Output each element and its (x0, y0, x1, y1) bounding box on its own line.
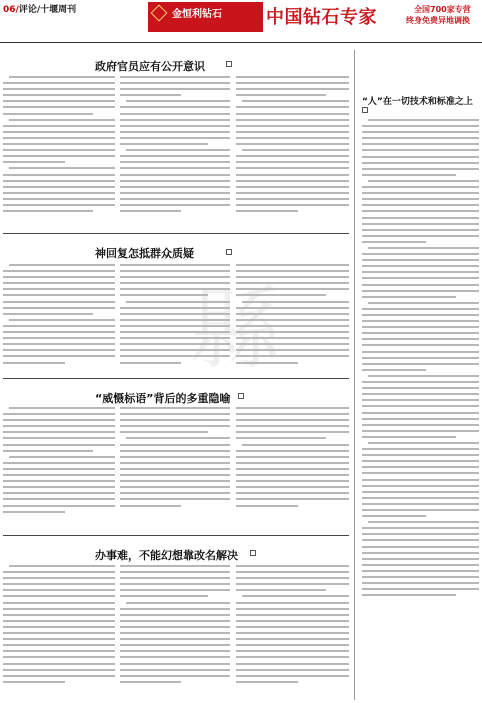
article-divider (3, 233, 349, 234)
article-3-byline (238, 393, 245, 400)
diamond-logo-icon (151, 5, 168, 22)
article-3-column-1 (3, 407, 115, 517)
sidebar-column (362, 119, 479, 600)
column-name: 十堰周刊 (40, 5, 77, 15)
sidebar-byline (362, 107, 369, 114)
section-number: 06/ (3, 5, 19, 15)
article-3-column-2 (120, 407, 230, 511)
article-3-headline: “威慑标语”背后的多重隐喻 (95, 392, 231, 405)
article-4-column-2 (120, 565, 230, 687)
article-1-column-2 (120, 76, 230, 216)
byline-mark-icon (362, 107, 368, 113)
article-1-byline (226, 61, 233, 68)
ad-phone (148, 32, 263, 40)
masthead (0, 0, 482, 44)
byline-mark-icon (238, 393, 244, 399)
ad-slogan-2: 终身免费异地调换 (406, 16, 470, 25)
byline-mark-icon (226, 61, 232, 67)
section-tag: 06/评论/十堰周刊 (3, 5, 77, 15)
article-1-column-3 (236, 76, 349, 216)
article-1-column-1 (3, 76, 115, 216)
article-4-byline (250, 550, 257, 557)
ad-brand-name: 金恒利钻石 (172, 9, 222, 20)
article-divider (3, 535, 349, 536)
sidebar-headline: “人”在一切技术和标准之上 (362, 97, 473, 107)
ad-banner-slogan[interactable] (264, 2, 480, 33)
section-name: 评论 (18, 5, 37, 15)
svg-text:縣: 縣 (190, 277, 280, 382)
article-2-column-2 (120, 264, 230, 368)
ad-title: 中国钻石专家 (266, 7, 377, 28)
article-1-headline: 政府官员应有公开意识 (95, 60, 205, 73)
ad-banner-brand[interactable] (148, 2, 263, 33)
byline-mark-icon (226, 249, 232, 255)
column-divider (354, 50, 355, 700)
article-2-column-3 (236, 264, 349, 368)
byline-mark-icon (250, 550, 256, 556)
masthead-rule (0, 42, 482, 43)
article-divider (3, 378, 349, 379)
article-2-headline: 神回复怎抵群众质疑 (95, 247, 194, 260)
article-4-column-3 (236, 565, 349, 687)
article-3-column-3 (236, 407, 349, 511)
article-2-byline (226, 249, 233, 256)
ad-slogan-1: 全国700家专营 (414, 5, 471, 14)
article-2-column-1 (3, 264, 115, 368)
article-4-column-1 (3, 565, 115, 687)
article-4-headline: 办事难，不能幻想靠改名解决 (95, 549, 238, 562)
